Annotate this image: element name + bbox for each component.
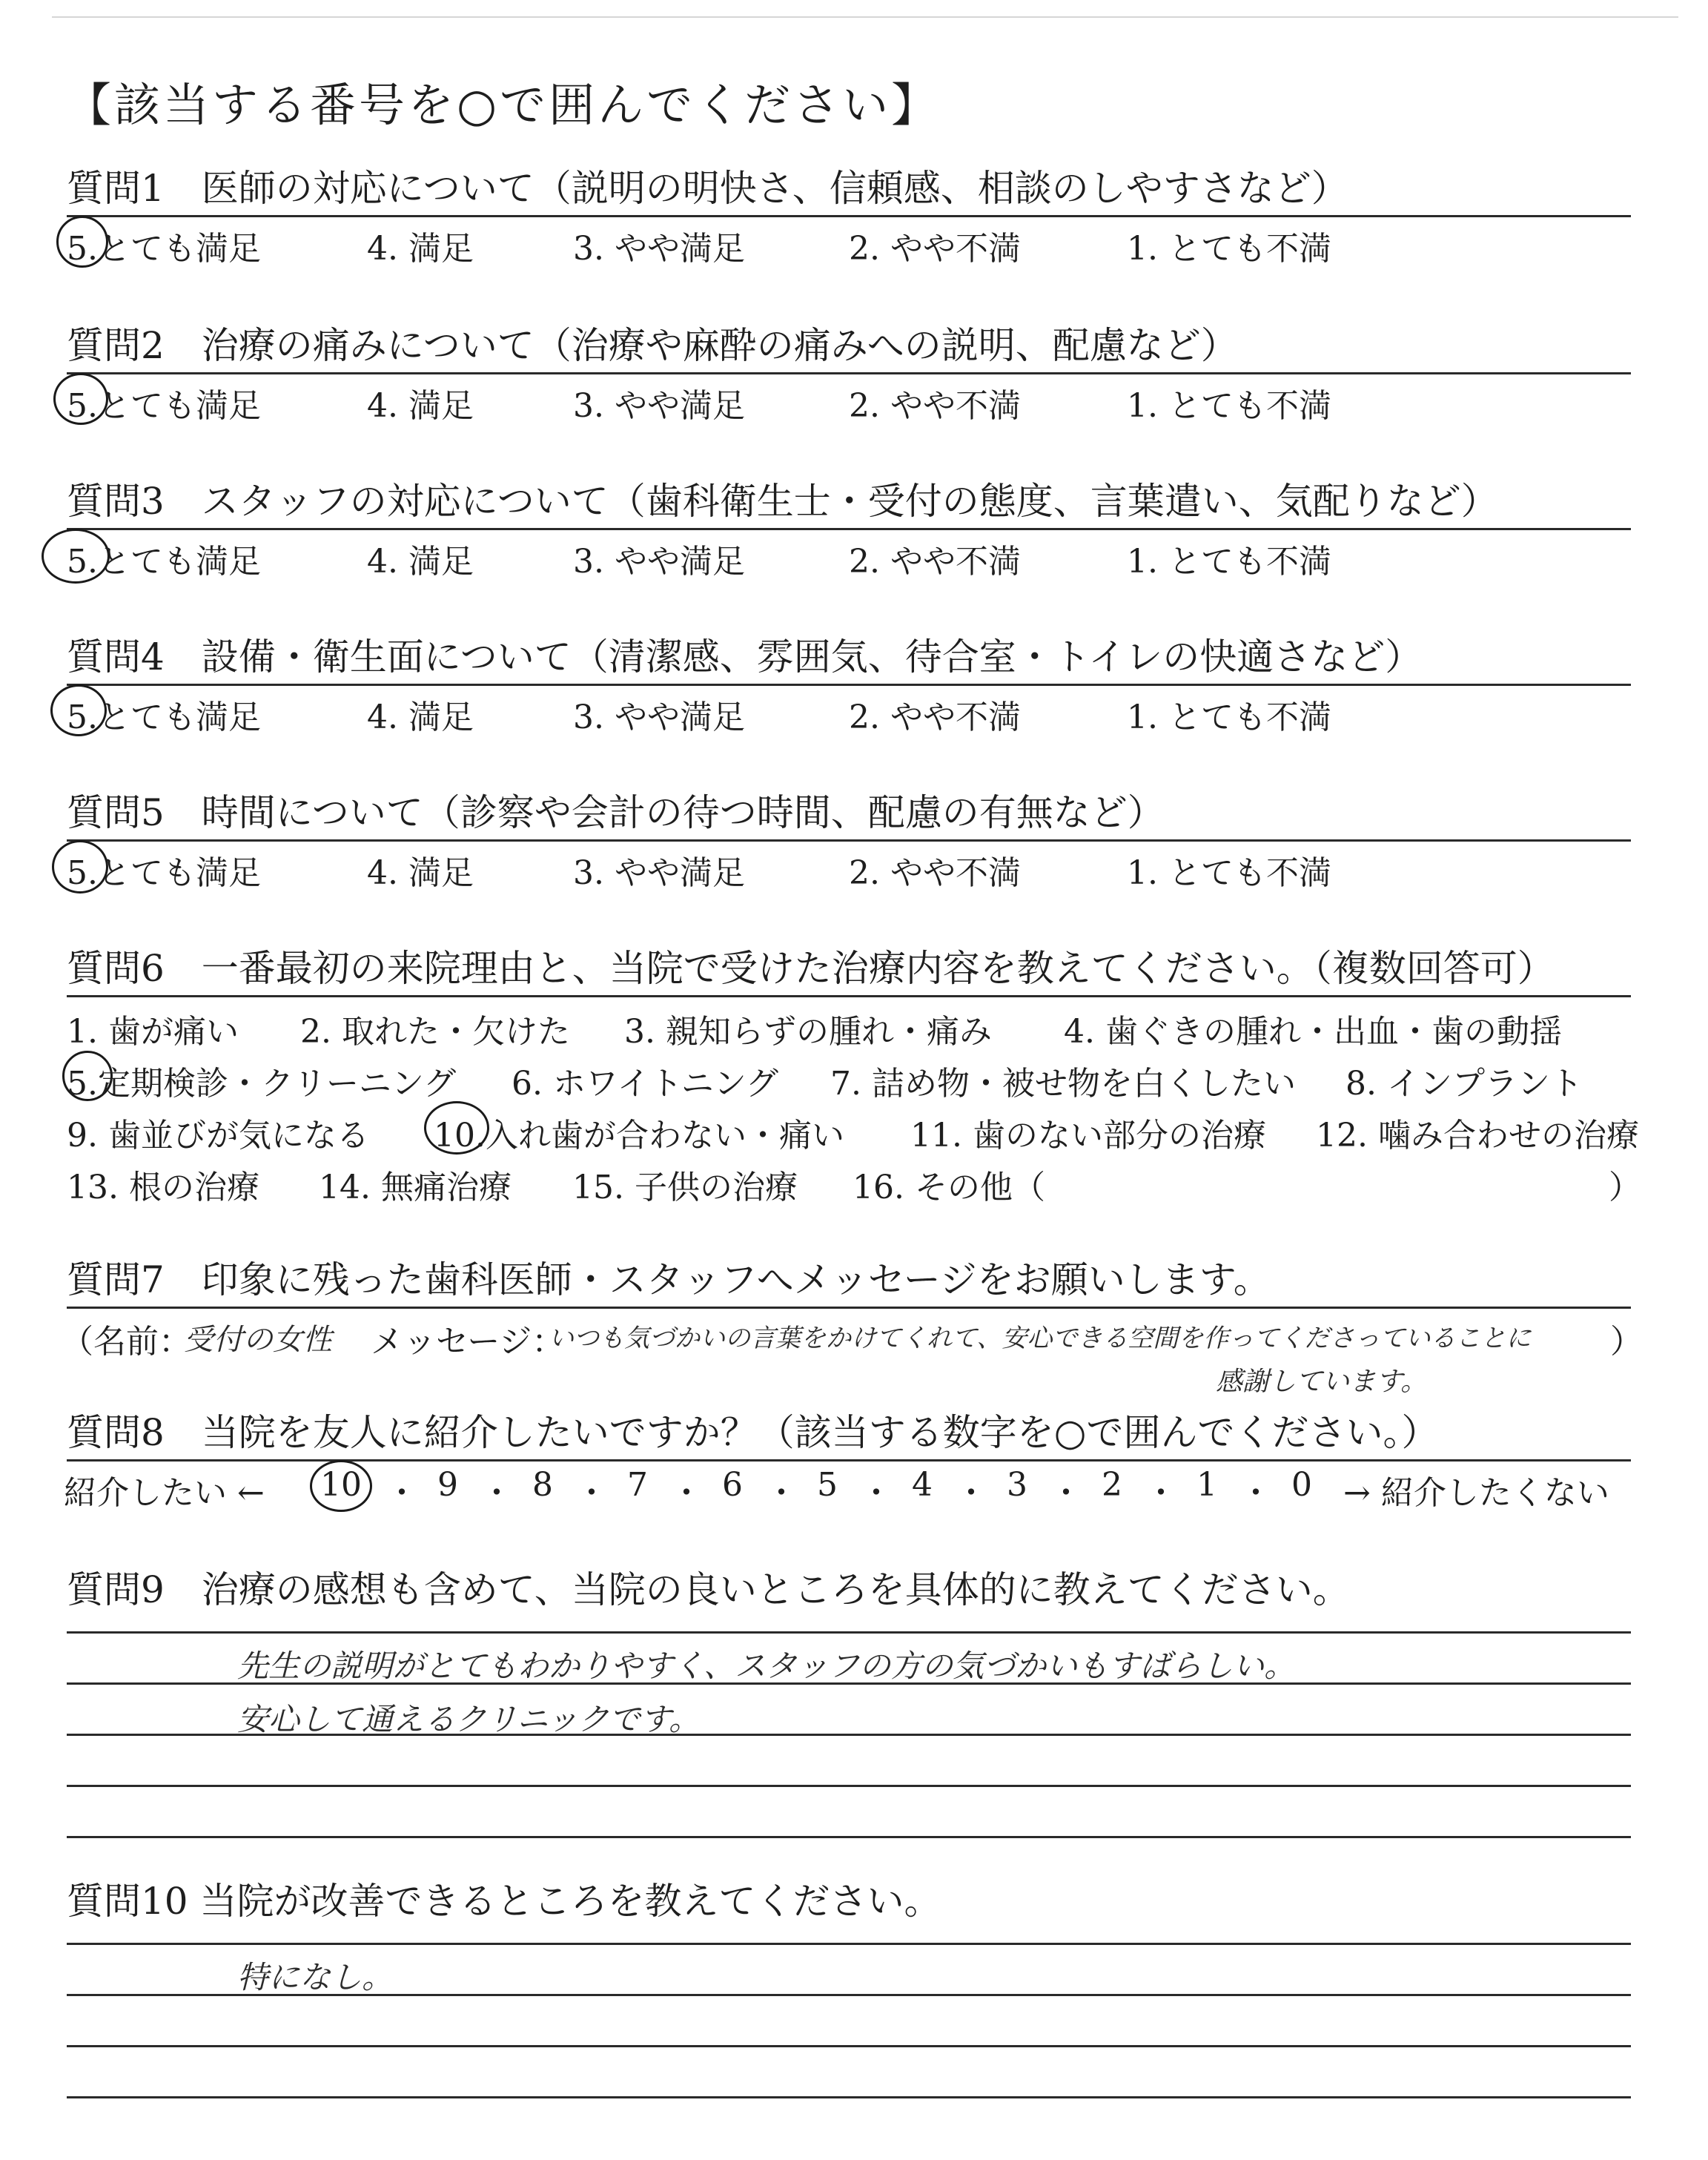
visit-reason-options bbox=[67, 997, 1641, 1212]
rating-option-1[interactable]: 1. とても不満 bbox=[1127, 230, 1331, 268]
question-9-title: 質問9 治療の感想も含めて、当院の良いところを具体的に教えてください。 bbox=[67, 1568, 1350, 1611]
rating-options bbox=[67, 530, 1631, 581]
scale-1[interactable]: 1 bbox=[1196, 1466, 1217, 1504]
rating-option-4[interactable]: 4. 満足 bbox=[367, 387, 474, 425]
scale-dot: ・ bbox=[1145, 1474, 1177, 1512]
reason-option-16[interactable]: 16. その他（ bbox=[853, 1169, 1045, 1206]
question-8 bbox=[64, 1407, 1631, 1512]
scale-8[interactable]: 8 bbox=[532, 1466, 553, 1504]
scale-0[interactable]: 0 bbox=[1291, 1466, 1312, 1504]
rating-option-1[interactable]: 1. とても不満 bbox=[1127, 387, 1331, 425]
rating-option-1[interactable]: 1. とても不満 bbox=[1127, 543, 1331, 581]
rating-option-5[interactable]: 5.とても満足 bbox=[67, 230, 261, 268]
message-handwritten-line2: 感謝しています。 bbox=[1216, 1367, 1428, 1397]
answer-line bbox=[67, 2045, 1631, 2047]
answer-line bbox=[67, 1631, 1631, 1634]
rating-options bbox=[67, 374, 1631, 425]
scale-dot: ・ bbox=[385, 1474, 418, 1512]
rating-options bbox=[67, 686, 1631, 736]
top-border bbox=[52, 16, 1678, 18]
rating-options bbox=[67, 842, 1631, 892]
reason-option-2[interactable]: 2. 取れた・欠けた bbox=[300, 1013, 570, 1051]
rating-option-2[interactable]: 2. やや不満 bbox=[849, 543, 1021, 581]
rating-option-4[interactable]: 4. 満足 bbox=[367, 230, 474, 268]
scale-left-label: 紹介したい ← bbox=[64, 1474, 265, 1512]
reason-option-9[interactable]: 9. 歯並びが気になる bbox=[67, 1117, 369, 1155]
question-5-title: 質問5 時間について（診察や会計の待つ時間、配慮の有無など） bbox=[67, 791, 1165, 834]
question-3 bbox=[67, 476, 1631, 581]
reason-option-12[interactable]: 12. 噛み合わせの治療 bbox=[1316, 1117, 1639, 1155]
rating-option-2[interactable]: 2. やや不満 bbox=[849, 698, 1021, 736]
reason-option-15[interactable]: 15. 子供の治療 bbox=[572, 1169, 798, 1206]
rating-option-3[interactable]: 3. やや満足 bbox=[573, 230, 745, 268]
reason-option-10[interactable]: 10.入れ歯が合わない・痛い bbox=[434, 1117, 844, 1155]
reason-option-5[interactable]: 5.定期検診・クリーニング bbox=[67, 1065, 457, 1103]
scale-4[interactable]: 4 bbox=[912, 1466, 933, 1504]
question-6-title: 質問6 一番最初の来院理由と、当院で受けた治療内容を教えてください。（複数回答可） bbox=[67, 947, 1555, 990]
name-handwritten: 受付の女性 bbox=[184, 1323, 332, 1357]
rating-option-3[interactable]: 3. やや満足 bbox=[573, 543, 745, 581]
reason-option-8[interactable]: 8. インプラント bbox=[1345, 1065, 1583, 1103]
rating-option-4[interactable]: 4. 満足 bbox=[367, 698, 474, 736]
rating-option-2[interactable]: 2. やや不満 bbox=[849, 854, 1021, 892]
message-close-paren: ） bbox=[1610, 1323, 1643, 1361]
question-1-title: 質問1 医師の対応について（説明の明快さ、信頼感、相談のしやすさなど） bbox=[67, 167, 1348, 210]
question-7 bbox=[61, 1255, 1643, 1398]
question-9 bbox=[67, 1565, 1631, 1887]
answer-handwritten-line1: 特になし。 bbox=[237, 1959, 394, 1995]
message-label: メッセージ： bbox=[371, 1323, 565, 1361]
scale-6[interactable]: 6 bbox=[722, 1466, 743, 1504]
answer-line bbox=[67, 1785, 1631, 1787]
scale-dot: ・ bbox=[480, 1474, 513, 1512]
scale-dot: ・ bbox=[1050, 1474, 1082, 1512]
question-10-title: 質問10 当院が改善できるところを教えてください。 bbox=[67, 1880, 941, 1923]
question-7-title: 質問7 印象に残った歯科医師・スタッフへメッセージをお願いします。 bbox=[67, 1258, 1271, 1301]
answer-lines bbox=[67, 1943, 1631, 2098]
scale-2[interactable]: 2 bbox=[1102, 1466, 1122, 1504]
page-heading: 【該当する番号を○で囲んでください】 bbox=[65, 78, 941, 132]
other-close-paren: ） bbox=[1609, 1169, 1641, 1206]
question-4 bbox=[67, 632, 1631, 736]
referral-scale bbox=[64, 1462, 1631, 1512]
answer-handwritten-line2: 安心して通えるクリニックです。 bbox=[237, 1701, 701, 1737]
rating-option-2[interactable]: 2. やや不満 bbox=[849, 230, 1021, 268]
rating-option-5[interactable]: 5.とても満足 bbox=[67, 698, 261, 736]
question-8-title: 質問8 当院を友人に紹介したいですか？（該当する数字を○で囲んでください。） bbox=[67, 1411, 1439, 1454]
reason-option-13[interactable]: 13. 根の治療 bbox=[67, 1169, 259, 1206]
question-1 bbox=[67, 163, 1631, 268]
answer-lines bbox=[67, 1631, 1631, 1838]
scale-7[interactable]: 7 bbox=[627, 1466, 648, 1504]
scale-5[interactable]: 5 bbox=[817, 1466, 838, 1504]
scale-dot: ・ bbox=[670, 1474, 703, 1512]
question-10 bbox=[67, 1876, 1631, 2147]
message-handwritten-line1: いつも気づかいの言葉をかけてくれて、安心できる空間を作ってくださっていることに bbox=[549, 1324, 1532, 1353]
question-3-title: 質問3 スタッフの対応について（歯科衛生士・受付の態度、言葉遣い、気配りなど） bbox=[67, 480, 1498, 523]
reason-option-3[interactable]: 3. 親知らずの腫れ・痛み bbox=[624, 1013, 992, 1051]
answer-line bbox=[67, 1836, 1631, 1838]
scale-dot: ・ bbox=[860, 1474, 893, 1512]
reason-option-11[interactable]: 11. 歯のない部分の治療 bbox=[910, 1117, 1266, 1155]
reason-option-14[interactable]: 14. 無痛治療 bbox=[319, 1169, 512, 1206]
rating-option-4[interactable]: 4. 満足 bbox=[367, 543, 474, 581]
answer-handwritten-line1: 先生の説明がとてもわかりやすく、スタッフの方の気づかいもすばらしい。 bbox=[237, 1648, 1296, 1684]
question-5 bbox=[67, 787, 1631, 892]
rating-option-4[interactable]: 4. 満足 bbox=[367, 854, 474, 892]
question-6 bbox=[67, 943, 1641, 1212]
rating-option-3[interactable]: 3. やや満足 bbox=[573, 698, 745, 736]
rating-option-5[interactable]: 5.とても満足 bbox=[67, 854, 261, 892]
rating-option-5[interactable]: 5.とても満足 bbox=[67, 543, 261, 581]
scale-9[interactable]: 9 bbox=[437, 1466, 458, 1504]
rating-option-5[interactable]: 5.とても満足 bbox=[67, 387, 261, 425]
scale-3[interactable]: 3 bbox=[1007, 1466, 1027, 1504]
rating-option-3[interactable]: 3. やや満足 bbox=[573, 387, 745, 425]
answer-line bbox=[67, 1943, 1631, 1945]
rating-option-1[interactable]: 1. とても不満 bbox=[1127, 854, 1331, 892]
name-label: （名前： bbox=[61, 1323, 191, 1361]
rating-options bbox=[67, 217, 1631, 268]
rating-option-3[interactable]: 3. やや満足 bbox=[573, 854, 745, 892]
scale-right-label: → 紹介したくない bbox=[1343, 1474, 1609, 1512]
scale-dot: ・ bbox=[955, 1474, 987, 1512]
scale-dot: ・ bbox=[1239, 1474, 1272, 1512]
reason-option-6[interactable]: 6. ホワイトニング bbox=[512, 1065, 779, 1103]
scale-dot: ・ bbox=[575, 1474, 608, 1512]
question-2 bbox=[67, 320, 1631, 425]
reason-option-7[interactable]: 7. 詰め物・被せ物を白くしたい bbox=[830, 1065, 1296, 1103]
reason-option-4[interactable]: 4. 歯ぐきの腫れ・出血・歯の動揺 bbox=[1064, 1013, 1562, 1051]
question-4-title: 質問4 設備・衛生面について（清潔感、雰囲気、待合室・トイレの快適さなど） bbox=[67, 635, 1423, 678]
scale-10[interactable]: 10 bbox=[320, 1466, 362, 1504]
rating-option-1[interactable]: 1. とても不満 bbox=[1127, 698, 1331, 736]
answer-line bbox=[67, 2096, 1631, 2098]
question-2-title: 質問2 治療の痛みについて（治療や麻酔の痛みへの説明、配慮など） bbox=[67, 324, 1238, 367]
rating-option-2[interactable]: 2. やや不満 bbox=[849, 387, 1021, 425]
message-area bbox=[61, 1309, 1643, 1398]
scale-dot: ・ bbox=[765, 1474, 798, 1512]
reason-option-1[interactable]: 1. 歯が痛い bbox=[67, 1013, 239, 1051]
